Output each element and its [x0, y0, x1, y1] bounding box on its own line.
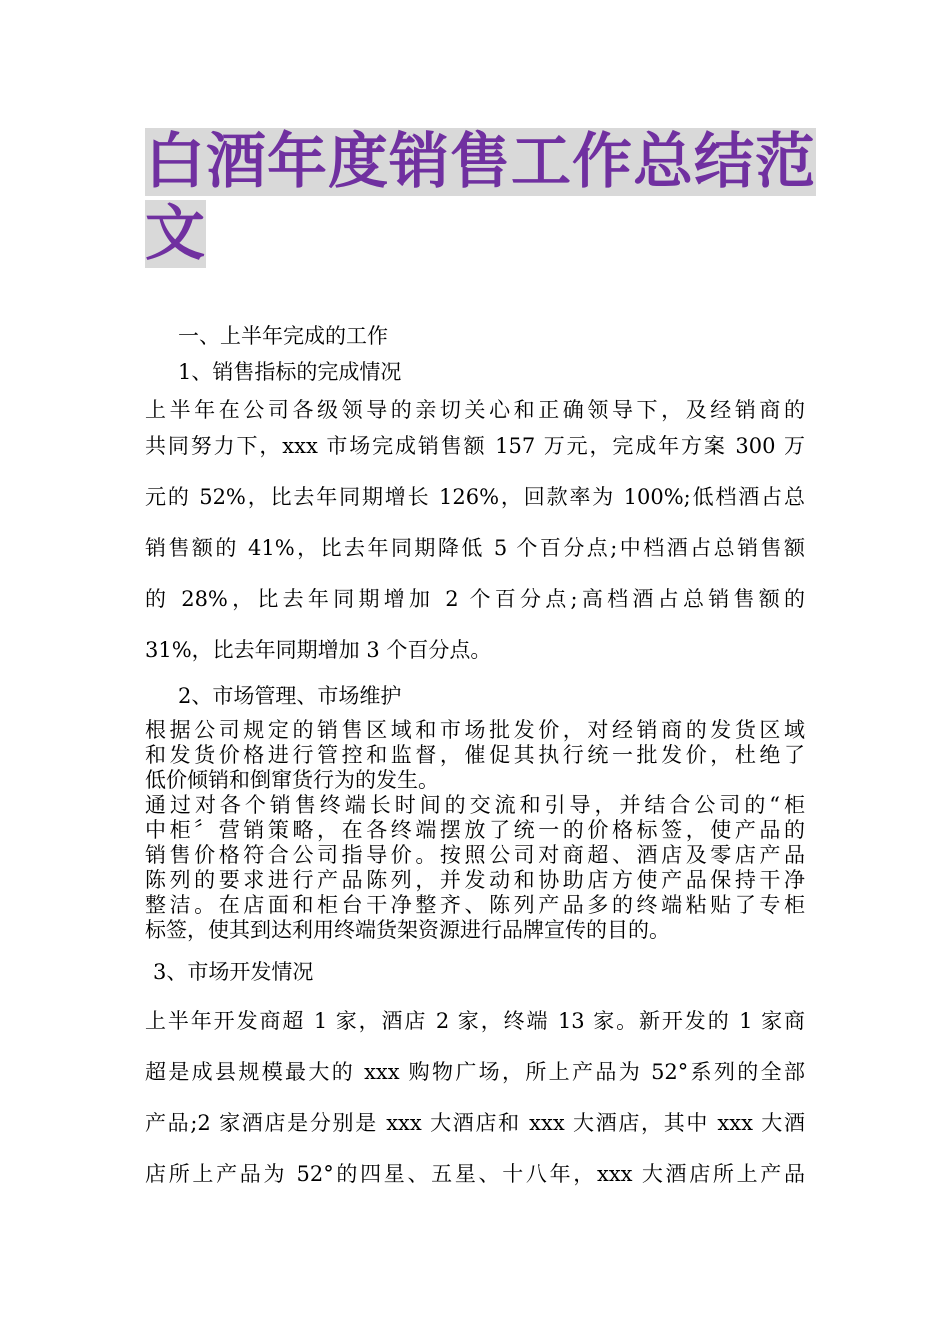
paragraph-market-management [145, 718, 805, 793]
paragraph-line: 根据公司规定的销售区域和市场批发价，对经销商的发货区域 [145, 718, 805, 742]
title-line-1: 白酒年度销售工作总结范 [145, 127, 816, 197]
subsection-heading-1-2: 2、市场管理、市场维护 [178, 684, 402, 708]
paragraph-line: 上半年在公司各级领导的亲切关心和正确领导下，及经销商的 [145, 398, 805, 422]
paragraph-market-development [145, 1007, 805, 1211]
paragraph-line: 销售价格符合公司指导价。按照公司对商超、酒店及零店产品 [145, 843, 805, 867]
paragraph-line: 超是成县规模最大的 xxx 购物广场，所上产品为 52°系列的全部 [145, 1060, 805, 1084]
paragraph-line: 销售额的 41%，比去年同期降低 5 个百分点;中档酒占总销售额 [145, 536, 805, 560]
document-title [145, 127, 816, 269]
paragraph-line: 整洁。在店面和柜台干净整齐、陈列产品多的终端粘贴了专柜 [145, 893, 805, 917]
paragraph-sales-targets [145, 396, 805, 687]
paragraph-terminal-guidance [145, 793, 805, 943]
paragraph-line: 上半年开发商超 1 家，酒店 2 家，终端 13 家。新开发的 1 家商 [145, 1009, 805, 1033]
paragraph-line: 的 28%，比去年同期增加 2 个百分点;高档酒占总销售额的 [145, 587, 805, 611]
subsection-heading-1-1: 1、销售指标的完成情况 [178, 360, 402, 384]
paragraph-line: 标签，使其到达利用终端货架资源进行品牌宣传的目的。 [145, 918, 670, 942]
subsection-heading-1-3: 3、市场开发情况 [153, 960, 314, 984]
paragraph-line: 店所上产品为 52°的四星、五星、十八年，xxx 大酒店所上产品 [145, 1162, 805, 1186]
paragraph-line: 和发货价格进行管控和监督，催促其执行统一批发价，杜绝了 [145, 743, 805, 767]
paragraph-line: 产品;2 家酒店是分别是 xxx 大酒店和 xxx 大酒店，其中 xxx 大酒 [145, 1111, 805, 1135]
paragraph-line: 共同努力下，xxx 市场完成销售额 157 万元，完成年方案 300 万 [145, 434, 805, 458]
paragraph-line: 低价倾销和倒窜货行为的发生。 [145, 768, 439, 792]
section-heading-1: 一、上半年完成的工作 [178, 324, 388, 348]
paragraph-line: 31%，比去年同期增加 3 个百分点。 [145, 638, 492, 662]
paragraph-line: 元的 52%，比去年同期增长 126%，回款率为 100%;低档酒占总 [145, 485, 805, 509]
paragraph-line: 通过对各个销售终端长时间的交流和引导，并结合公司的“柜 [145, 793, 805, 817]
paragraph-line: 陈列的要求进行产品陈列，并发动和协助店方使产品保持干净 [145, 868, 805, 892]
title-line-2: 文 [145, 199, 206, 269]
paragraph-line: 中柜〞营销策略，在各终端摆放了统一的价格标签，使产品的 [145, 818, 805, 842]
